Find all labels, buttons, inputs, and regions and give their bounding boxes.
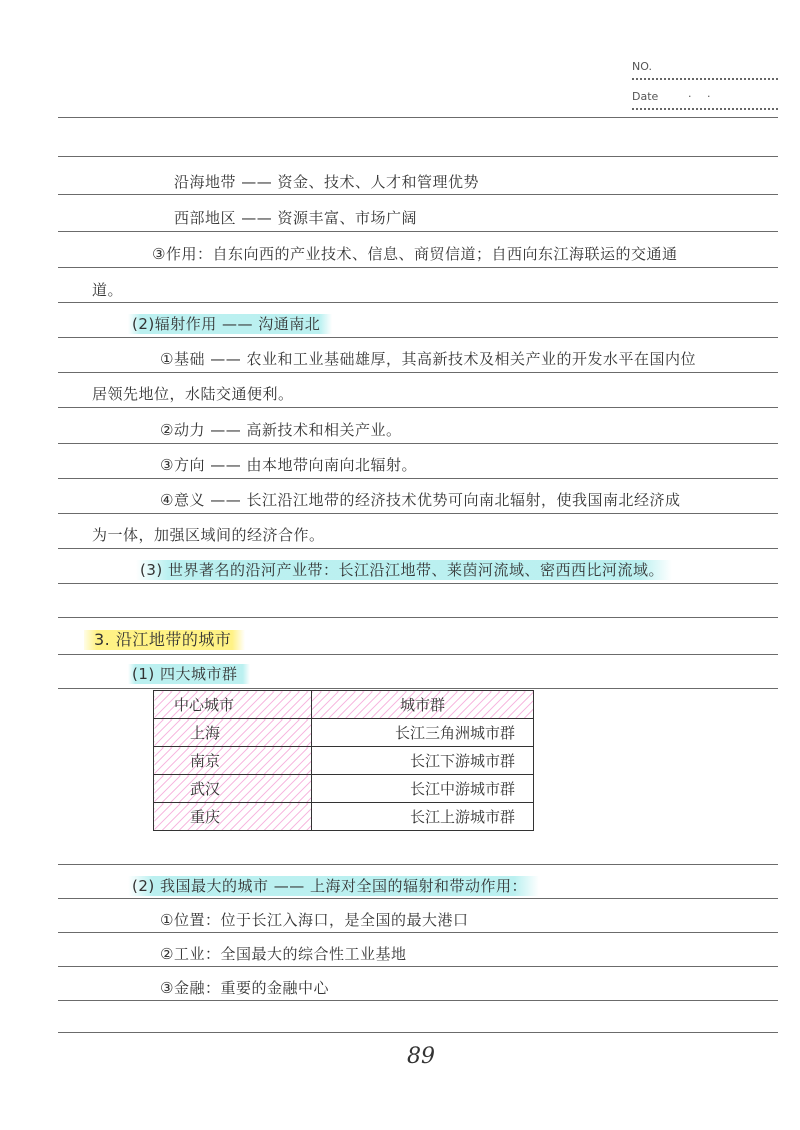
section-heading-radiation: (2)辐射作用 —— 沟通南北 bbox=[128, 314, 332, 334]
note-line: 道。 bbox=[92, 281, 124, 299]
ruled-line bbox=[58, 267, 778, 268]
table-cell: 长江上游城市群 bbox=[312, 803, 534, 831]
ruled-line bbox=[58, 864, 778, 865]
note-line: ①位置：位于长江入海口，是全国的最大港口 bbox=[160, 911, 469, 929]
ruled-line bbox=[58, 548, 778, 549]
page-number: 89 bbox=[407, 1044, 435, 1069]
section-heading-industry-belts: (3) 世界著名的沿河产业带：长江沿江地带、莱茵河流域、密西西比河流域。 bbox=[136, 560, 672, 580]
note-line: ③方向 —— 由本地带向南向北辐射。 bbox=[160, 456, 417, 474]
note-line: ④意义 —— 长江沿江地带的经济技术优势可向南北辐射，使我国南北经济成 bbox=[160, 491, 681, 509]
ruled-line bbox=[58, 407, 778, 408]
ruled-line bbox=[58, 478, 778, 479]
ruled-line bbox=[58, 302, 778, 303]
note-line: ②工业：全国最大的综合性工业基地 bbox=[160, 945, 407, 963]
section-heading-shanghai: (2) 我国最大的城市 —— 上海对全国的辐射和带动作用： bbox=[128, 876, 539, 896]
table-cell: 长江中游城市群 bbox=[312, 775, 534, 803]
section-heading-city-groups: (1) 四大城市群 bbox=[128, 664, 250, 684]
city-groups-table bbox=[153, 690, 534, 831]
date-label: Date bbox=[632, 90, 659, 103]
ruled-line bbox=[58, 372, 778, 373]
note-line: ③作用：自东向西的产业技术、信息、商贸信道；自西向东江海联运的交通通 bbox=[152, 245, 678, 263]
table-cell: 南京 bbox=[154, 747, 312, 775]
ruled-line bbox=[58, 688, 778, 689]
table-cell: 上海 bbox=[154, 719, 312, 747]
table-header-cell: 城市群 bbox=[312, 691, 534, 719]
section-heading-cities: 3. 沿江地带的城市 bbox=[84, 630, 245, 650]
table-header-cell: 中心城市 bbox=[154, 691, 312, 719]
ruled-line bbox=[58, 966, 778, 967]
date-dotted-line bbox=[632, 108, 778, 110]
note-line: ②动力 —— 高新技术和相关产业。 bbox=[160, 421, 402, 439]
note-line: 为一体，加强区域间的经济合作。 bbox=[92, 526, 325, 544]
table-row bbox=[154, 775, 534, 803]
table-row bbox=[154, 719, 534, 747]
note-line: ①基础 —— 农业和工业基础雄厚，其高新技术及相关产业的开发水平在国内位 bbox=[160, 350, 696, 368]
table-header-row bbox=[154, 691, 534, 719]
table-row bbox=[154, 747, 534, 775]
note-line: 西部地区 —— 资源丰富、市场广阔 bbox=[174, 209, 418, 227]
table-cell: 武汉 bbox=[154, 775, 312, 803]
ruled-line bbox=[58, 932, 778, 933]
ruled-line bbox=[58, 898, 778, 899]
ruled-line bbox=[58, 194, 778, 195]
date-dots: · · bbox=[688, 90, 717, 103]
ruled-line bbox=[58, 513, 778, 514]
table-row bbox=[154, 803, 534, 831]
ruled-line bbox=[58, 1032, 778, 1033]
note-line: ③金融：重要的金融中心 bbox=[160, 979, 329, 997]
no-dotted-line bbox=[632, 78, 778, 80]
no-label: NO. bbox=[632, 60, 652, 73]
ruled-line bbox=[58, 156, 778, 157]
ruled-line bbox=[58, 443, 778, 444]
ruled-line bbox=[58, 337, 778, 338]
table-cell: 长江三角洲城市群 bbox=[312, 719, 534, 747]
note-line: 沿海地带 —— 资金、技术、人才和管理优势 bbox=[174, 173, 480, 191]
table-cell: 重庆 bbox=[154, 803, 312, 831]
ruled-line bbox=[58, 1000, 778, 1001]
ruled-line bbox=[58, 654, 778, 655]
table-cell: 长江下游城市群 bbox=[312, 747, 534, 775]
note-line: 居领先地位，水陆交通便利。 bbox=[92, 385, 294, 403]
ruled-line bbox=[58, 117, 778, 118]
ruled-line bbox=[58, 617, 778, 618]
ruled-line bbox=[58, 231, 778, 232]
ruled-line bbox=[58, 583, 778, 584]
